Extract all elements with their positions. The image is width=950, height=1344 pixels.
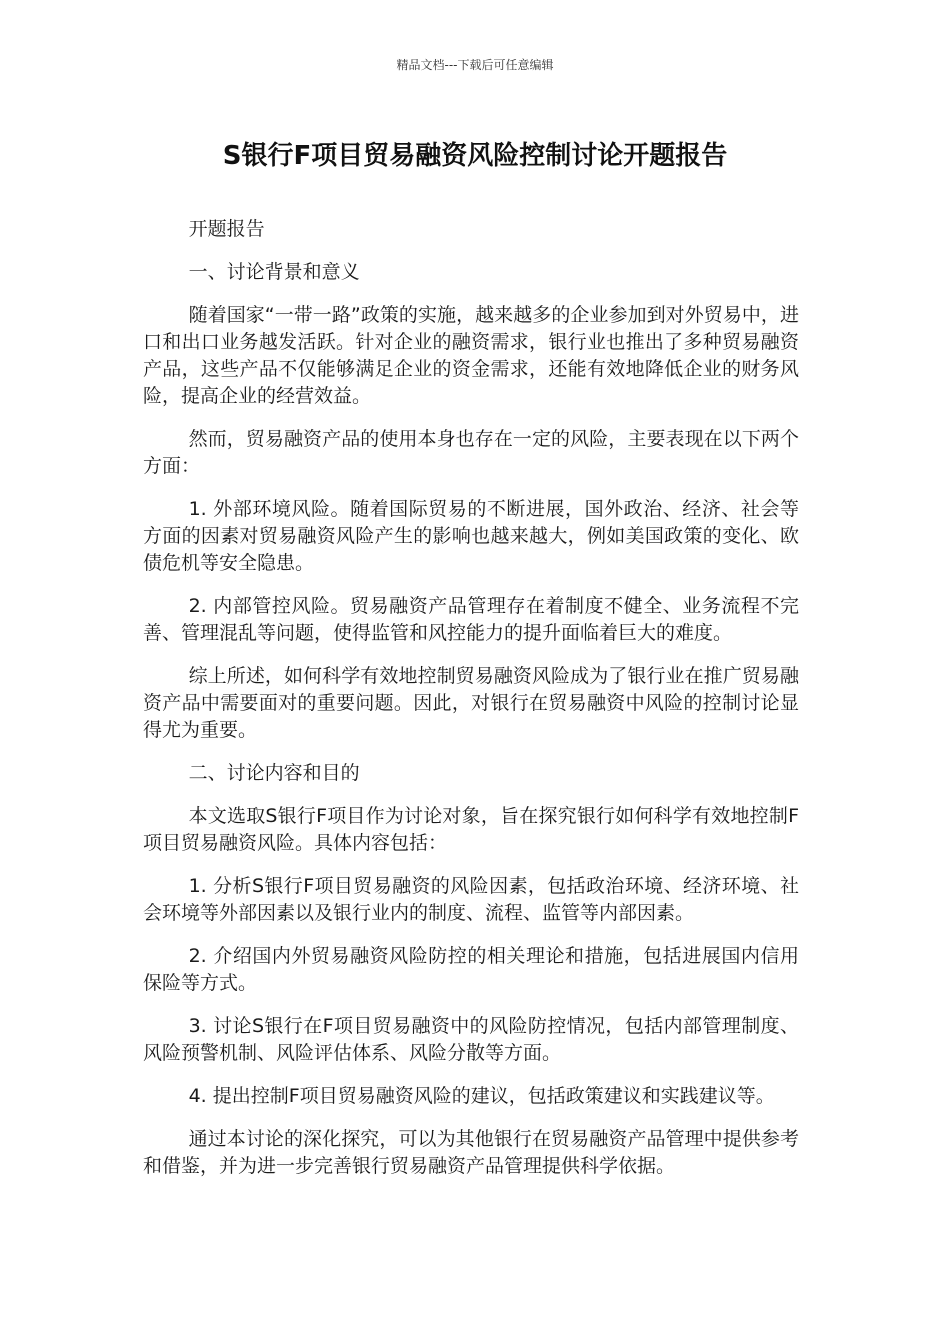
document-body [143, 216, 799, 1196]
document-title: S银行F项目贸易融资风险控制讨论开题报告 [222, 141, 728, 171]
list-item: 2. 介绍国内外贸易融资风险防控的相关理论和措施，包括进展国内信用保险等方式。 [143, 945, 799, 994]
list-item: 1. 分析S银行F项目贸易融资的风险因素，包括政治环境、经济环境、社会环境等外部因素以及银行业内的制度、流程、监管等内部因素。 [143, 875, 799, 924]
section-heading-content: 二、讨论内容和目的 [188, 762, 360, 784]
header-note: 精品文档---下载后可任意编辑 [396, 58, 554, 72]
paragraph: 综上所述，如何科学有效地控制贸易融资风险成为了银行业在推广贸易融资产品中需要面对的重要问题。因此，对银行在贸易融资中风险的控制讨论显得尤为重要。 [143, 665, 799, 741]
list-item: 3. 讨论S银行在F项目贸易融资中的风险防控情况，包括内部管理制度、风险预警机制、风险评估体系、风险分散等方面。 [143, 1015, 799, 1064]
paragraph: 本文选取S银行F项目作为讨论对象，旨在探究银行如何科学有效地控制F项目贸易融资风险。具体内容包括： [143, 805, 799, 854]
paragraph: 然而，贸易融资产品的使用本身也存在一定的风险，主要表现在以下两个方面： [143, 428, 799, 477]
list-item: 2. 内部管控风险。贸易融资产品管理存在着制度不健全、业务流程不完善、管理混乱等问题，使得监管和风控能力的提升面临着巨大的难度。 [143, 595, 799, 644]
list-item: 4. 提出控制F项目贸易融资风险的建议，包括政策建议和实践建议等。 [188, 1085, 775, 1107]
section-label-report: 开题报告 [188, 218, 265, 240]
list-item: 1. 外部环境风险。随着国际贸易的不断进展，国外政治、经济、社会等方面的因素对贸易融资风险产生的影响也越来越大，例如美国政策的变化、欧债危机等安全隐患。 [143, 498, 799, 574]
paragraph: 随着国家“一带一路”政策的实施，越来越多的企业参加到对外贸易中，进口和出口业务越发活跃。针对企业的融资需求，银行业也推出了多种贸易融资产品，这些产品不仅能够满足企业的资金需求，还能有效地降低企业的财务风险，提高企业的经营效益。 [143, 304, 799, 407]
section-heading-background: 一、讨论背景和意义 [188, 261, 360, 283]
paragraph: 通过本讨论的深化探究，可以为其他银行在贸易融资产品管理中提供参考和借鉴，并为进一步完善银行贸易融资产品管理提供科学依据。 [143, 1128, 799, 1177]
